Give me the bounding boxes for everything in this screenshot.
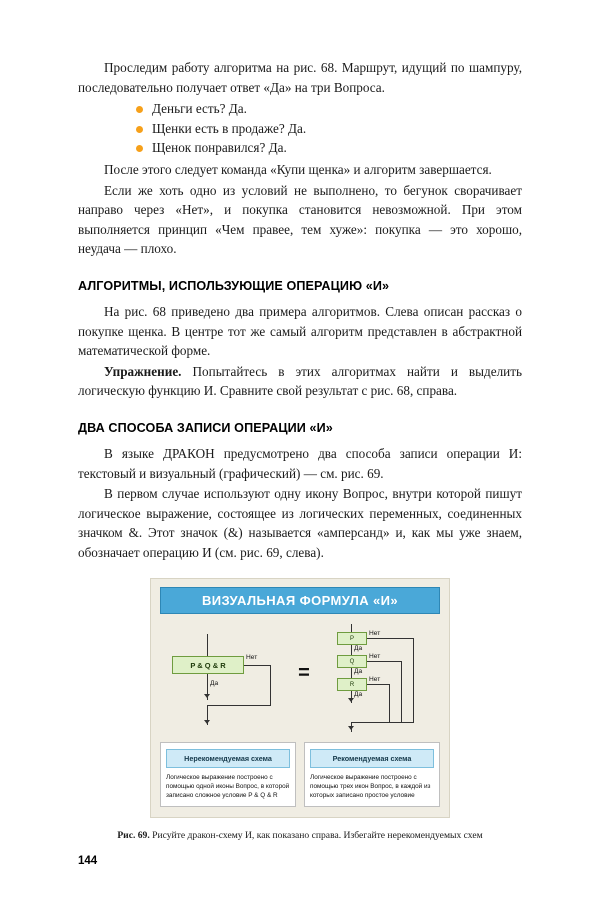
bullet-dot-icon — [136, 126, 143, 133]
right-diagram-column — [320, 622, 438, 732]
list-item-label: Щенок понравился? Да. — [152, 140, 287, 156]
figure-wrapper — [78, 578, 522, 818]
recommended-diagram — [325, 624, 433, 732]
label-yes: Да — [210, 680, 219, 688]
list-item — [78, 119, 522, 139]
exercise-paragraph — [78, 362, 522, 401]
flow-line — [207, 705, 271, 706]
label-no-3: Нет — [369, 676, 381, 684]
paragraph: На рис. 68 приведено два примера алгоритмов. Слева описан рассказ о покупке щенка. В центре тот же самый алгоритм представлен в абстрактной математической форме. — [78, 303, 522, 359]
label-no: Нет — [246, 654, 258, 662]
paragraph: После этого следует команда «Купи щенка» и алгоритм завершается. — [104, 161, 492, 177]
list-item-label: Щенки есть в продаже? Да. — [152, 120, 307, 136]
flow-line — [270, 665, 271, 705]
flow-line — [351, 722, 414, 723]
label-yes-3: Да — [354, 691, 363, 699]
flow-line — [244, 665, 270, 666]
figure-caption-label: Рис. 69. — [117, 830, 150, 842]
caption-text: Логическое выражение построено с помощью одной иконы Вопрос, в которой записано сложное условие P & Q & R — [166, 774, 290, 799]
section-heading-two-ways: ДВА СПОСОБА ЗАПИСИ ОПЕРАЦИИ «И» — [78, 420, 333, 435]
figure-title: ВИЗУАЛЬНАЯ ФОРМУЛА «И» — [160, 587, 440, 614]
caption-head: Рекомендуемая схема — [310, 749, 434, 768]
flow-line — [351, 668, 352, 678]
question-icon-box: P & Q & R — [172, 656, 244, 674]
bullet-list — [78, 99, 522, 158]
bullet-dot-icon — [136, 106, 143, 113]
flow-line — [401, 661, 402, 722]
paragraph: Если же хоть одно из условий не выполнено, то бегунок сворачивает направо через «Нет», и покупка становится невозможной. При этом выполняется принцип «Чем правее, тем хуже»: покупка — это хорошо, неудача — плохо. — [78, 182, 522, 257]
paragraph: В первом случае используют одну икону Вопрос, внутри которой пишут логическое выражение, состоящее из логических переменных, соединенных значком &. Этот значок (&) называется «амперсанд» и, как мы уже знаем, обозначает операцию И (см. рис. 69, слева). — [78, 486, 522, 560]
question-icon-p: P — [337, 632, 367, 645]
arrow-down-icon — [204, 720, 210, 724]
label-no-1: Нет — [369, 630, 381, 638]
caption-text: Логическое выражение построено с помощью трех икон Вопрос, в каждой из которых записано простое условие — [310, 774, 431, 799]
equals-sign: = — [298, 662, 310, 685]
caption-column-non-recommended — [160, 742, 296, 807]
label-yes-2: Да — [354, 668, 363, 676]
paragraph: В языке ДРАКОН предусмотрено два способа записи операции И: текстовый и визуальный (графический) — см. рис. 69. — [78, 445, 522, 481]
arrow-down-icon — [204, 694, 210, 698]
figure-69 — [150, 578, 450, 818]
page-content — [78, 58, 522, 841]
flow-line — [351, 645, 352, 655]
flow-line — [207, 634, 208, 656]
paragraph: Проследим работу алгоритма на рис. 68. Маршрут, идущий по шампуру, последовательно получает ответ «Да» на три Вопроса. — [78, 60, 522, 95]
left-diagram-column — [160, 622, 288, 730]
flow-line — [351, 624, 352, 632]
figure-body — [160, 622, 440, 732]
caption-column-recommended — [304, 742, 440, 807]
list-item-label: Деньги есть? Да. — [152, 101, 247, 117]
label-no-2: Нет — [369, 653, 381, 661]
exercise-label: Упражнение. — [104, 363, 182, 379]
flow-line — [367, 684, 389, 685]
figure-caption-text: Рисуйте дракон-схему И, как показано справа. Избегайте нерекомендуемых схем — [149, 830, 483, 842]
flow-line — [413, 638, 414, 722]
list-item — [78, 99, 522, 119]
bullet-dot-icon — [136, 145, 143, 152]
caption-head: Нерекомендуемая схема — [166, 749, 290, 768]
page-number: 144 — [78, 855, 98, 867]
flow-line — [367, 638, 413, 639]
figure-caption — [78, 830, 522, 841]
flow-line — [389, 684, 390, 722]
arrow-down-icon — [348, 698, 354, 702]
label-yes-1: Да — [354, 645, 363, 653]
section-heading-and-algorithms: АЛГОРИТМЫ, ИСПОЛЬЗУЮЩИЕ ОПЕРАЦИЮ «И» — [78, 278, 390, 293]
non-recommended-diagram — [164, 634, 284, 730]
arrow-down-icon — [348, 726, 354, 730]
question-icon-r: R — [337, 678, 367, 691]
list-item — [78, 138, 522, 158]
question-icon-q: Q — [337, 655, 367, 668]
figure-captions-row — [160, 742, 440, 807]
flow-line — [367, 661, 401, 662]
exercise-text: Попытайтесь в этих алгоритмах найти и выделить логическую функцию И. Сравните свой результат с рис. 68, справа. — [78, 363, 522, 399]
